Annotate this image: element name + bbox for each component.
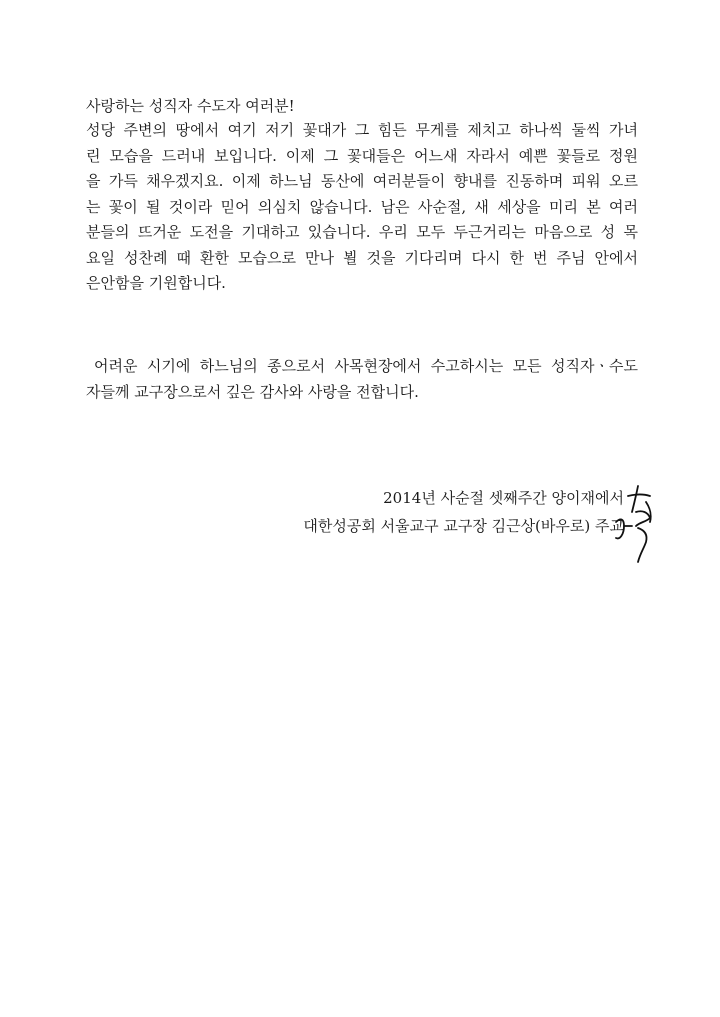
paragraph-2-line: 자들께 교구장으로서 깊은 감사와 사랑을 전합니다. xyxy=(86,382,419,401)
paragraph-1-line: 는 꽃이 될 것이라 믿어 의심치 않습니다. 남은 사순절, 새 세상을 미리 본 여러 xyxy=(86,197,638,216)
date-line: 2014년 사순절 셋째주간 양이재에서 xyxy=(383,489,624,507)
paragraph-1-line: 분들의 뜨거운 도전을 기대하고 있습니다. 우리 모두 두근거리는 마음으로 성 목 xyxy=(86,223,638,241)
paragraph-1-line: 요일 성찬례 때 환한 모습으로 만나 뵐 것을 기다리며 다시 한 번 주님 안에서 xyxy=(86,248,638,267)
signature-image xyxy=(610,482,658,566)
paragraph-2 xyxy=(86,354,638,405)
paragraph-1-line: 은안함을 기원합니다. xyxy=(86,274,226,292)
paragraph-1-line: 성당 주변의 땅에서 여기 저기 꽃대가 그 힘든 무게를 제치고 하나씩 둘씩 가녀 xyxy=(86,121,638,139)
paragraph-2-line: 어려운 시기에 하느님의 종으로서 사목현장에서 수고하시는 모든 성직자ㆍ수도 xyxy=(94,357,638,375)
signer-line: 대한성공회 서울교구 교구장 김근상(바우로) 주교 xyxy=(303,517,624,535)
greeting: 사랑하는 성직자 수도자 여러분! xyxy=(86,97,295,115)
paragraph-1-line: 린 모습을 드러내 보입니다. 이제 그 꽃대들은 어느새 자라서 예쁜 꽃들로 정원 xyxy=(86,146,638,165)
paragraph-1-line: 을 가득 채우겠지요. 이제 하느님 동산에 여러분들이 향내를 진동하며 피워 오르 xyxy=(86,172,638,190)
paragraph-1 xyxy=(86,118,638,297)
closing-block xyxy=(303,484,624,540)
